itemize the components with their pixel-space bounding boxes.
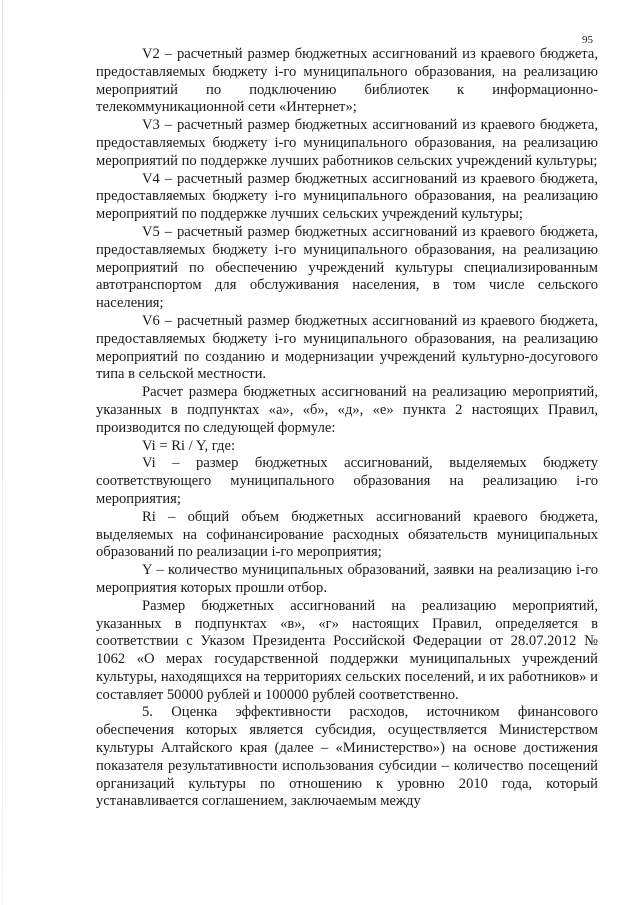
paragraph-efficiency-assessment: 5. Оценка эффективности расходов, источником финансового обеспечения которых является субсидия, осуществляется Министерством культуры Алтайского края (далее – «Министерство») на основе достижения показателя результативности использования субсидии – количество посещений организаций культуры по отношению к уровню 2010 года, который устанавливается соглашением, заключаемым между bbox=[96, 704, 598, 810]
paragraph-v4: V4 – расчетный размер бюджетных ассигнований из краевого бюджета, предоставляемых бюджету i-го муниципального образования, на реализацию мероприятий по поддержке лучших сельских учреждений культуры; bbox=[96, 170, 598, 223]
page-number: 95 bbox=[582, 34, 593, 46]
paragraph-v6: V6 – расчетный размер бюджетных ассигнований из краевого бюджета, предоставляемых бюджету i-го муниципального образования, на реализацию мероприятий по созданию и модернизации учреждений культурно-досугового типа в сельской местности. bbox=[96, 312, 598, 383]
paragraph-decree-amounts: Размер бюджетных ассигнований на реализацию мероприятий, указанных в подпунктах «в», «г» настоящих Правил, определяется в соответствии с Указом Президента Российской Федерации от 28.07.2012 № 1062 «О мерах государственной поддержки муниципальных учреждений культуры, находящихся на территориях сельских поселений, и их работников» и составляет 50000 рублей и 100000 рублей соответственно. bbox=[96, 597, 598, 703]
scan-edge bbox=[2, 0, 3, 905]
paragraph-y-definition: Y – количество муниципальных образований, заявки на реализацию i-го мероприятия которых прошли отбор. bbox=[96, 562, 598, 596]
paragraph-v3: V3 – расчетный размер бюджетных ассигнований из краевого бюджета, предоставляемых бюджету i-го муниципального образования, на реализацию мероприятий по поддержке лучших работников сельских учреждений культуры; bbox=[96, 117, 598, 169]
paragraph-ri-definition: Ri – общий объем бюджетных ассигнований краевого бюджета, выделяемых на софинансирование расходных обязательств муниципальных образований по реализации i-го мероприятия; bbox=[96, 508, 598, 561]
paragraph-v5: V5 – расчетный размер бюджетных ассигнований из краевого бюджета, предоставляемых бюджету i-го муниципального образования, на реализацию мероприятий по обеспечению учреждений культуры специализированным автотранспортом для обслуживания населения, в том числе сельского населения; bbox=[96, 223, 598, 312]
paragraph-calculation-intro: Расчет размера бюджетных ассигнований на реализацию мероприятий, указанных в подпунктах «а», «б», «д», «е» пункта 2 настоящих Правил, производится по следующей формуле: bbox=[96, 384, 598, 436]
document-body bbox=[96, 46, 598, 811]
paragraph-vi-definition: Vi – размер бюджетных ассигнований, выделяемых бюджету соответствующего муниципального образования на реализацию i-го мероприятия; bbox=[96, 455, 598, 507]
formula-line: Vi = Ri / Y, где: bbox=[142, 437, 236, 454]
paragraph-v2: V2 – расчетный размер бюджетных ассигнований из краевого бюджета, предоставляемых бюджету i-го муниципального образования, на реализацию мероприятий по подключению библиотек к информационно-телекоммуникационной сети «Интернет»; bbox=[96, 46, 598, 116]
